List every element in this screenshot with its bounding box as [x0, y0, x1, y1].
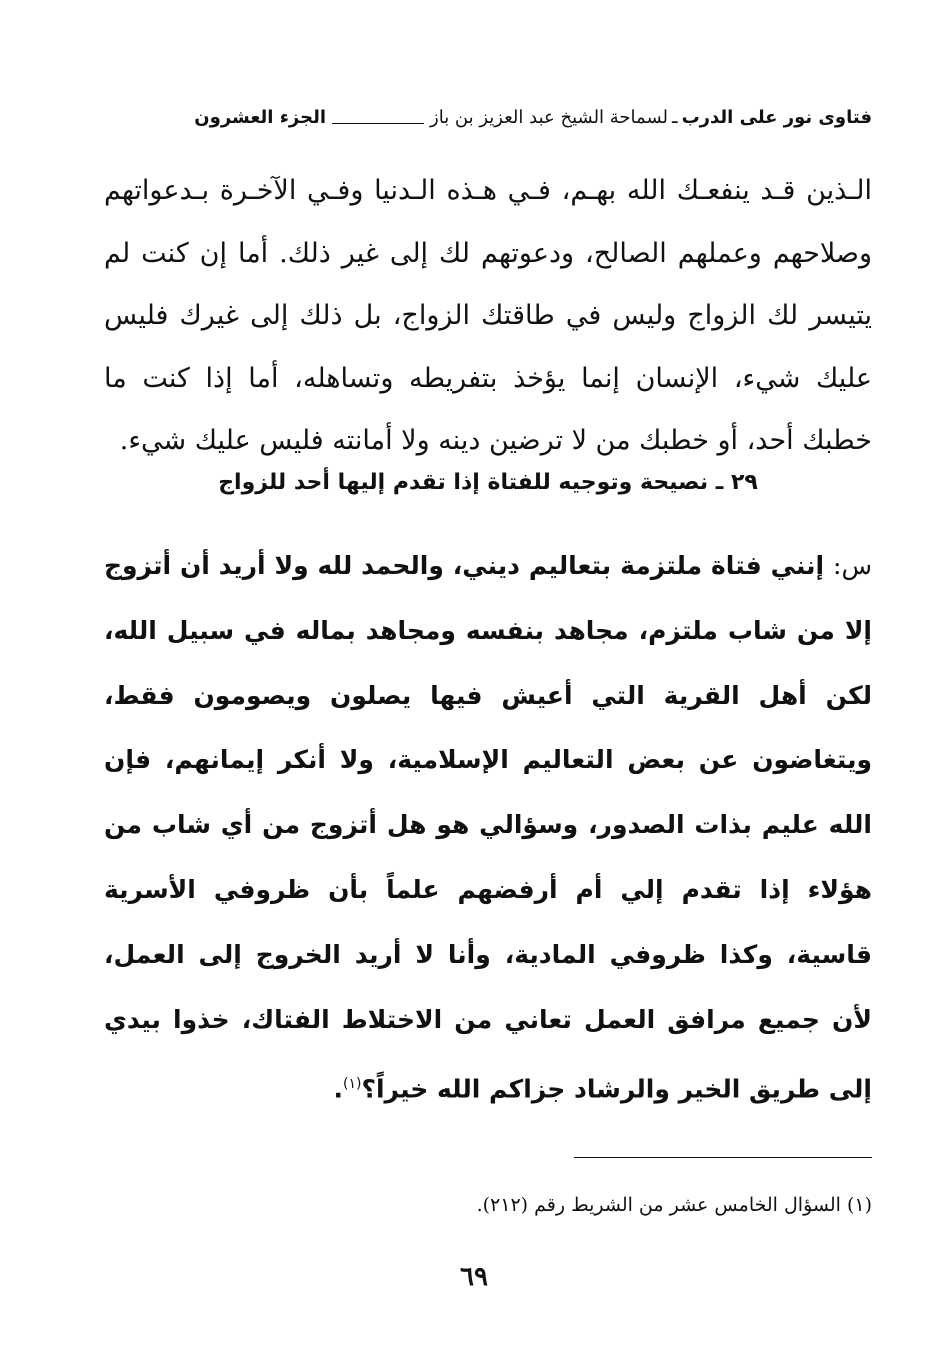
question-text: إنني فتاة ملتزمة بتعاليم ديني، والحمد لله ولا أريد أن أتزوج إلا من شاب ملتزم، مجاهد بنفسه ومجاهد بماله في سبيل الله، لكن أهل القرية التي أعيش فيها يصلون ويصومون فقط، ويتغاضون عن بعض التعاليم الإسلامية، ولا أنكر إيمانهم، فإن الله عليم بذات الصدور، وسؤالي هو هل أتزوج من أي شاب من هؤلاء إذا تقدم إلي أم أرفضهم علماً بأن ظروفي الأسرية قاسية، وكذا ظروفي المادية، وأنا لا أريد الخروج إلى العمل، لأن جميع مرافق العمل تعاني من الاختلاط الفتاك، خذوا بيدي إلى طريق الخير والرشاد جزاكم الله خيراً؟ — [104, 551, 872, 1104]
header-rule — [332, 123, 424, 124]
question-end-punct: . — [333, 1074, 343, 1104]
footnote: (١) السؤال الخامس عشر من الشريط رقم (٢١٢). — [476, 1194, 872, 1216]
header-book-title: فتاوى نور على الدرب — [681, 106, 872, 128]
question-paragraph — [104, 534, 872, 1123]
page-number: ٦٩ — [460, 1262, 488, 1292]
answer-continuation — [104, 160, 872, 473]
answer-paragraph: الـذين قـد ينفعـك الله بهـم، فـي هـذه الـدنيا وفـي الآخـرة بـدعواتهم وصلاحهم وعملهم الصالح، ودعوتهم لك إلى غير ذلك. أما إن كنت لم يتيسر لك الزواج وليس في طاقتك الزواج، بل ذلك إلى غيرك فليس عليك شيء، الإنسان إنما يؤخذ بتفريطه وتساهله، أما إذا كنت ما خطبك أحد، أو خطبك من لا ترضين دينه ولا أمانته فليس عليك شيء. — [104, 175, 872, 456]
section-heading: ٢٩ ـ نصيحة وتوجيه للفتاة إذا تقدم إليها أحد للزواج — [218, 470, 758, 495]
question-block — [104, 534, 872, 1123]
footnote-rule — [574, 1157, 872, 1158]
question-prefix: س: — [833, 551, 872, 580]
header-dash: ـ — [672, 106, 678, 128]
running-header — [72, 100, 872, 134]
footnote-marker: (١) — [343, 1076, 362, 1093]
header-author: لسماحة الشيخ عبد العزيز بن باز — [430, 106, 668, 128]
header-part: الجزء العشرون — [194, 106, 327, 128]
